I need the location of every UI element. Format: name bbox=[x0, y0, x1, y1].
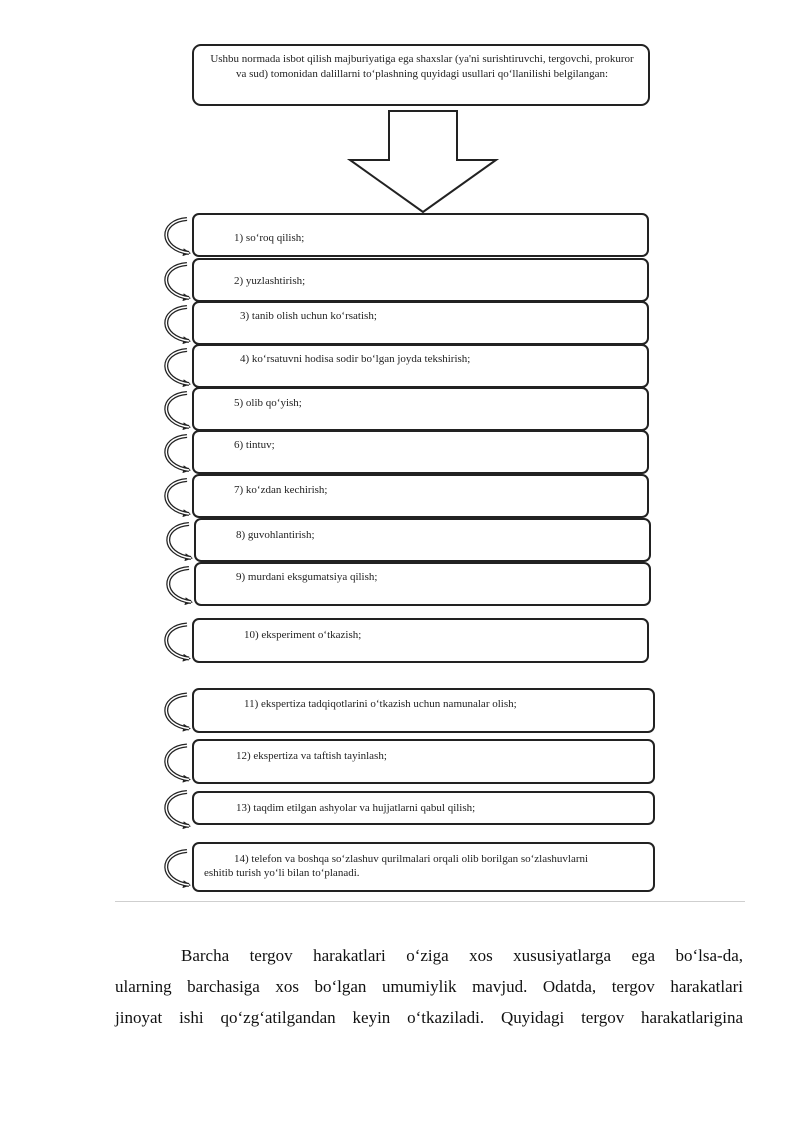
step-label-9: 9) murdani eksgumatsiya qilish; bbox=[236, 571, 378, 583]
curved-arrow-icon bbox=[166, 480, 189, 514]
step-14-text bbox=[204, 852, 650, 880]
curved-arrow-icon bbox=[166, 350, 189, 384]
paragraph-line-2: ularning barchasiga xos bo‘lgan umumiylik mavjud. Odatda, tergov harakatlari bbox=[115, 977, 743, 996]
divider bbox=[115, 901, 745, 902]
header-text: Ushbu normada isbot qilish majburiyatiga ega shaxslar (ya'ni surishtiruvchi, tergovchi, prokuror va sud) tomonidan dalillarni to‘plashning quyidagi usullari qo‘llanilishi belgilangan: bbox=[210, 53, 634, 80]
curved-arrow-icon bbox=[168, 524, 191, 558]
curved-arrow-icon bbox=[166, 307, 189, 341]
step-label-8: 8) guvohlantirish; bbox=[236, 529, 315, 541]
curved-arrow-icon bbox=[166, 219, 189, 253]
step-14-line-1: 14) telefon va boshqa so‘zlashuv qurilmalari orqali olib borilgan so‘zlashuvlarni bbox=[234, 853, 589, 865]
step-label-10: 10) eksperiment o‘tkazish; bbox=[244, 629, 362, 641]
down-arrow-icon bbox=[350, 111, 496, 212]
step-label-1: 1) so‘roq qilish; bbox=[234, 232, 305, 244]
step-label-6: 6) tintuv; bbox=[234, 439, 275, 451]
step-label-11: 11) ekspertiza tadqiqotlarini o‘tkazish uchun namunalar olish; bbox=[244, 698, 517, 710]
curved-arrow-icon bbox=[166, 393, 189, 427]
curved-arrow-icon bbox=[166, 851, 189, 885]
paragraph-line-1: Barcha tergov harakatlari o‘ziga xos xususiyatlarga ega bo‘lsa-da, bbox=[181, 946, 743, 965]
paragraph-line-3: jinoyat ishi qo‘zg‘atilgandan keyin o‘tkaziladi. Quyidagi tergov harakatlarigina bbox=[115, 1008, 743, 1027]
curved-arrow-icon bbox=[168, 568, 191, 602]
curved-arrow-icon bbox=[166, 264, 189, 298]
step-label-4: 4) ko‘rsatuvni hodisa sodir bo‘lgan joyda tekshirish; bbox=[240, 353, 471, 365]
curved-arrow-icon bbox=[166, 436, 189, 470]
curved-arrow-icon bbox=[166, 695, 189, 729]
curved-arrow-icon bbox=[166, 746, 189, 780]
body-paragraph bbox=[115, 940, 743, 1033]
curl-arrows bbox=[166, 219, 191, 885]
step-label-3: 3) tanib olish uchun ko‘rsatish; bbox=[240, 310, 377, 322]
curved-arrow-icon bbox=[166, 792, 189, 826]
step-label-13: 13) taqdim etilgan ashyolar va hujjatlarni qabul qilish; bbox=[236, 802, 476, 814]
step-14-line-2: eshitib turish yo‘li bilan to‘planadi. bbox=[204, 867, 360, 879]
step-label-5: 5) olib qo‘yish; bbox=[234, 397, 302, 409]
step-label-12: 12) ekspertiza va taftish tayinlash; bbox=[236, 750, 387, 762]
curved-arrow-icon bbox=[166, 625, 189, 659]
step-label-2: 2) yuzlashtirish; bbox=[234, 275, 306, 287]
step-label-7: 7) ko‘zdan kechirish; bbox=[234, 484, 328, 496]
